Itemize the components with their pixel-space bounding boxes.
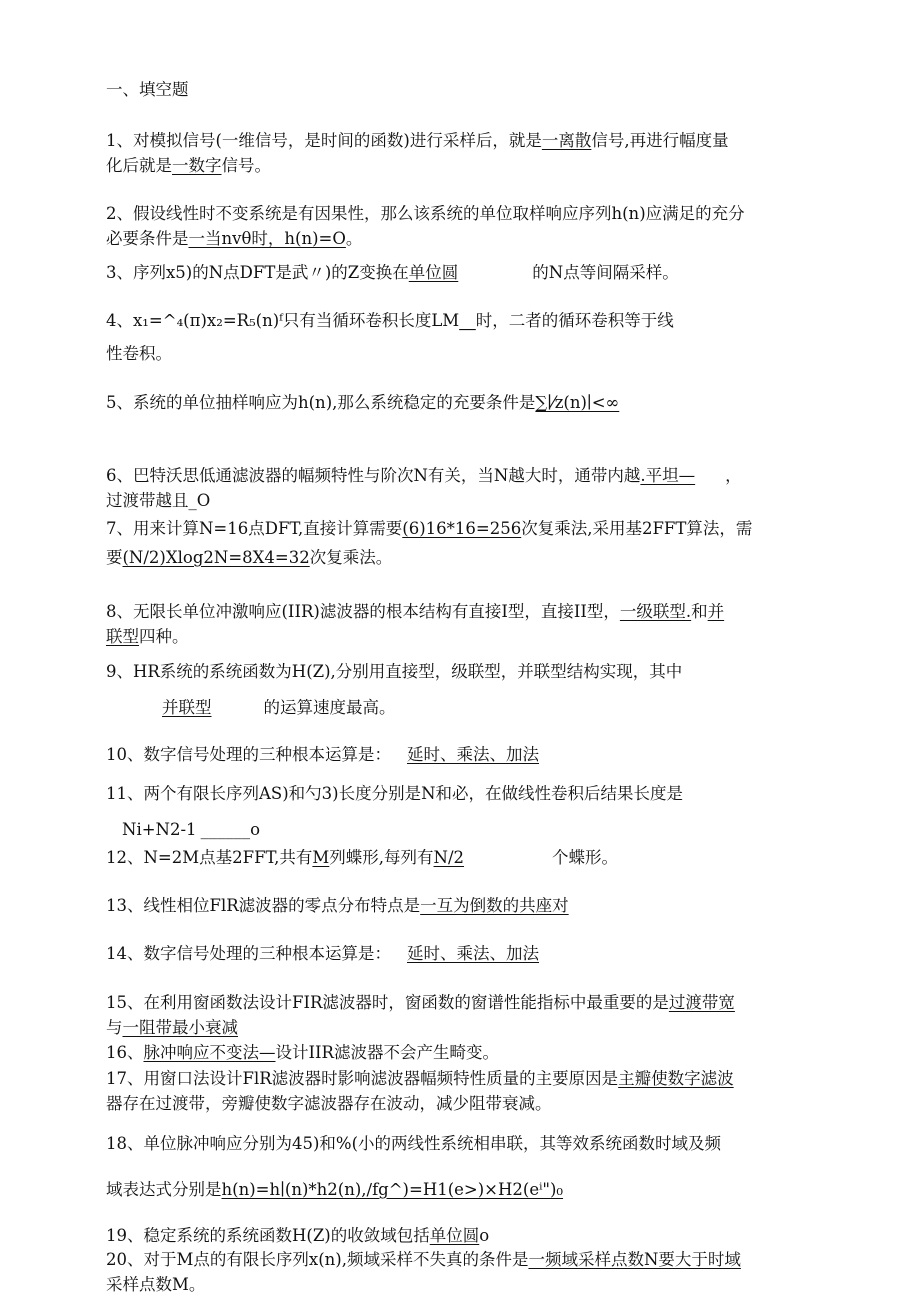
answer-blank: 一离散 xyxy=(541,131,592,150)
question-11-line-2: Ni+N2-1 ______o xyxy=(122,820,260,839)
answer-blank: 单位圆 xyxy=(408,263,459,282)
question-9-line-2: 并联型 的运算速度最高。 xyxy=(162,698,396,717)
answer-blank: 单位圆 xyxy=(429,1226,480,1245)
question-8-line-2: 联型四种。 xyxy=(106,627,189,646)
question-6-line-2: 过渡带越且_O xyxy=(106,491,211,510)
answer-blank: .平坦— xyxy=(640,466,696,485)
question-2-line-1: 2、假设线性时不变系统是有因果性，那么该系统的单位取样响应序列h(n)应满足的充分 xyxy=(106,204,745,223)
question-10: 10、数字信号处理的三种根本运算是： 延时、乘法、加法 xyxy=(106,745,539,764)
answer-blank: __ xyxy=(459,311,476,330)
answer-blank: 主瓣使数字滤波 xyxy=(618,1069,734,1088)
question-19: 19、稳定系统的系统函数H(Z)的收敛域包括单位圆o xyxy=(106,1226,490,1245)
answer-blank: (6)16*16=256 xyxy=(402,519,522,538)
question-8-line-1: 8、无限长单位冲激响应(IIR)滤波器的根本结构有直接I型，直接II型，一级联型.和并 xyxy=(106,602,725,621)
answer-blank: 延时、乘法、加法 xyxy=(407,944,539,963)
question-18-line-2: 域表达式分别是h(n)=h∣(n)*h2(n),∕fg^)=H1(e>)×H2(eⁱ")₀ xyxy=(106,1180,564,1199)
answer-blank: (N/2)Xlog2N=8X4=32 xyxy=(122,548,310,567)
question-15-line-2: 与一阻带最小衰减 xyxy=(106,1018,238,1037)
answer-blank: 一级联型. xyxy=(619,602,692,621)
question-6-line-1: 6、巴特沃思低通滤波器的幅频特性与阶次N有关，当N越大时，通带内越.平坦— ， xyxy=(106,466,742,485)
answer-blank: 并联型 xyxy=(162,698,212,717)
question-20-line-1: 20、对于M点的有限长序列x(n),频域采样不失真的条件是一频域采样点数N要大于时域 xyxy=(106,1250,741,1269)
question-17-line-1: 17、用窗口法设计FlR滤波器时影响滤波器幅频特性质量的主要原因是主瓣使数字滤波 xyxy=(106,1069,734,1088)
answer-blank: h(n)=h∣(n)*h2(n),∕fg^)=H1(e>)×H2(eⁱ")₀ xyxy=(221,1180,564,1199)
answer-blank: 一数字 xyxy=(172,156,222,175)
question-9-line-1: 9、HR系统的系统函数为H(Z),分别用直接型，级联型，并联型结构实现，其中 xyxy=(106,662,683,681)
answer-blank: 脉冲响应不变法— xyxy=(143,1043,276,1062)
question-1-line-2: 化后就是一数字信号。 xyxy=(106,156,271,175)
question-12: 12、N=2M点基2FFT,共有M列蝶形,每列有N/2 个蝶形。 xyxy=(106,848,619,867)
question-5: 5、系统的单位抽样响应为h(n),那么系统稳定的充要条件是∑∣⁄z(n)∣<∞ xyxy=(106,393,620,412)
answer-blank: 一互为倒数的共座对 xyxy=(420,896,569,915)
answer-blank: 一当nvθ时，h(n)=O xyxy=(188,229,346,248)
section-title: 一、填空题 xyxy=(106,80,189,99)
question-13: 13、线性相位FlR滤波器的零点分布特点是一互为倒数的共座对 xyxy=(106,896,569,915)
answer-blank: ∑∣⁄z(n)∣<∞ xyxy=(535,393,620,412)
question-7-line-2: 要(N/2)Xlog2N=8X4=32次复乘法。 xyxy=(106,548,393,567)
question-3: 3、序列x5)的N点DFT是武〃)的Z变换在单位圆 的N点等间隔采样。 xyxy=(106,263,679,282)
question-4-line-1: 4、x₁=^₄(π)x₂=R₅(n)ᶠ只有当循环卷积长度LM__时，二者的循环卷积等于线 xyxy=(106,311,674,330)
answer-blank: 延时、乘法、加法 xyxy=(407,745,539,764)
answer-blank: M xyxy=(312,848,330,867)
answer-blank: 一频域采样点数N要大于时域 xyxy=(528,1250,741,1269)
answer-blank: _O xyxy=(188,491,211,510)
answer-blank: 过渡带宽 xyxy=(668,993,735,1012)
question-18-line-1: 18、单位脉冲响应分别为45)和%(小的两线性系统相串联，其等效系统函数时域及频 xyxy=(106,1134,722,1153)
answer-blank: Ni+N2-1 xyxy=(122,820,197,839)
question-17-line-2: 器存在过渡带，旁瓣使数字滤波器存在波动，减少阻带衰减。 xyxy=(106,1094,552,1113)
question-16: 16、脉冲响应不变法—设计IIR滤波器不会产生畸变。 xyxy=(106,1043,499,1062)
answer-blank: 并 xyxy=(707,602,725,621)
question-11-line-1: 11、两个有限长序列AS)和勺3)长度分别是N和必，在做线性卷积后结果长度是 xyxy=(106,784,684,803)
question-4-line-2: 性卷积。 xyxy=(106,344,172,363)
answer-blank: 联型 xyxy=(106,627,139,646)
answer-blank: 一阻带最小衰减 xyxy=(122,1018,238,1037)
question-7-line-1: 7、用来计算N=16点DFT,直接计算需要(6)16*16=256次复乘法,采用基2FFT算法，需 xyxy=(106,519,753,538)
question-2-line-2: 必要条件是一当nvθ时，h(n)=O。 xyxy=(106,229,363,248)
question-20-line-2: 采样点数M。 xyxy=(106,1275,206,1294)
answer-blank: N/2 xyxy=(433,848,465,867)
question-14: 14、数字信号处理的三种根本运算是： 延时、乘法、加法 xyxy=(106,944,539,963)
question-15-line-1: 15、在利用窗函数法设计FIR滤波器时，窗函数的窗谱性能指标中最重要的是过渡带宽 xyxy=(106,993,735,1012)
question-1-line-1: 1、对模拟信号(一维信号，是时间的函数)进行采样后，就是一离散信号,再进行幅度量 xyxy=(106,131,729,150)
